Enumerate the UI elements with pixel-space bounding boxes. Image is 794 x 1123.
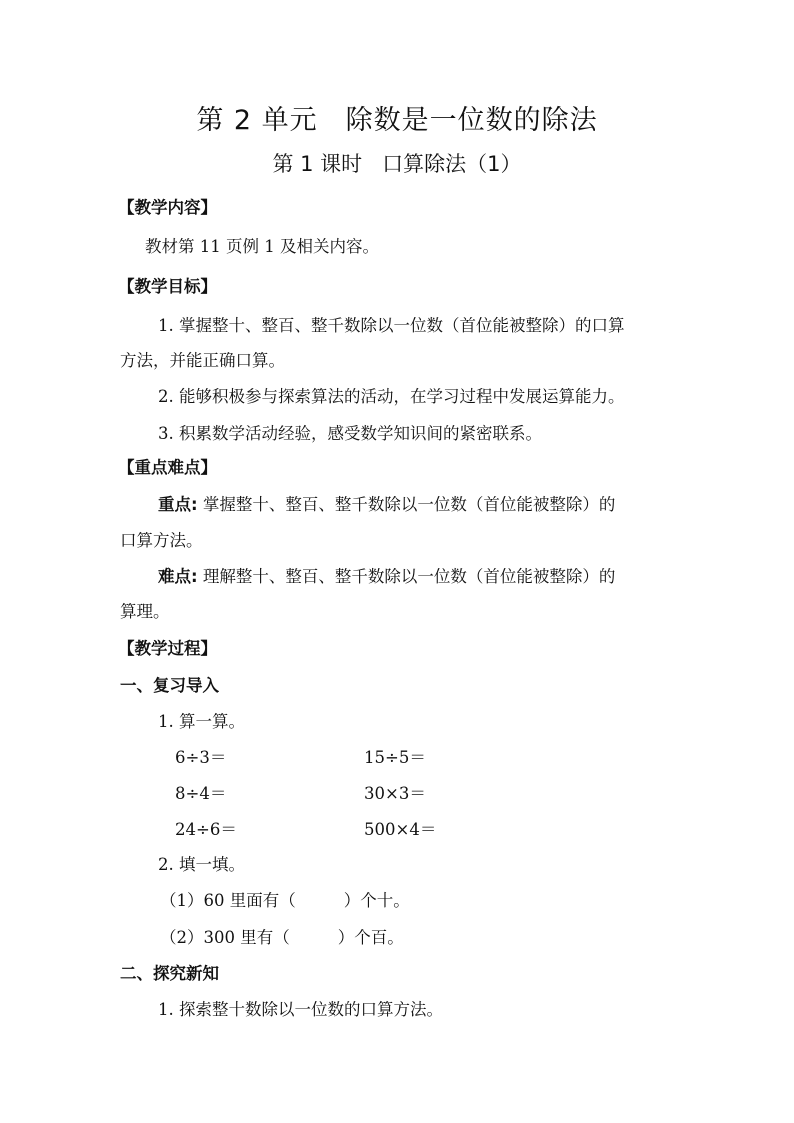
key-point-line-1	[158, 493, 615, 517]
lesson-name: 口算除法（1）	[382, 152, 522, 176]
goal-1-line-2: 方法，并能正确口算。	[120, 351, 285, 370]
difficulty-label: 难点:	[158, 567, 198, 586]
difficulty-line-1	[158, 565, 615, 589]
goals-heading: 【教学目标】	[118, 277, 217, 296]
calc-right-2: 30×3＝	[364, 784, 426, 803]
key-point-text: 掌握整十、整百、整千数除以一位数（首位能被整除）的	[197, 495, 616, 514]
calc-left-2: 8÷4＝	[175, 784, 227, 803]
process-heading: 【教学过程】	[118, 639, 217, 658]
fill-question-1-prefix: （1）60 里面有（	[160, 891, 296, 910]
lesson-title	[0, 148, 794, 178]
fill-question-1-suffix: ）个十。	[343, 891, 410, 910]
goal-3: 3. 积累数学活动经验，感受数学知识间的紧密联系。	[158, 424, 542, 443]
calc-left-3: 24÷6＝	[175, 820, 237, 839]
fill-question-1	[160, 889, 410, 913]
fill-question-2-suffix: ）个百。	[337, 928, 404, 947]
lesson-number: 第 1 课时	[272, 152, 363, 176]
part-1-item-1: 1. 算一算。	[158, 712, 245, 731]
part-1-item-2: 2. 填一填。	[158, 855, 245, 874]
part-2-title: 二、探究新知	[120, 964, 219, 983]
difficulty-text: 理解整十、整百、整千数除以一位数（首位能被整除）的	[197, 567, 616, 586]
part-1-title: 一、复习导入	[120, 676, 219, 695]
goal-1-line-1: 1. 掌握整十、整百、整千数除以一位数（首位能被整除）的口算	[158, 316, 625, 335]
content-heading: 【教学内容】	[118, 198, 217, 217]
key-point-label: 重点:	[158, 495, 198, 514]
goal-2: 2. 能够积极参与探索算法的活动，在学习过程中发展运算能力。	[158, 387, 625, 406]
fill-question-2-prefix: （2）300 里有（	[160, 928, 290, 947]
part-2-item-1: 1. 探索整十数除以一位数的口算方法。	[158, 1000, 443, 1019]
content-text: 教材第 11 页例 1 及相关内容。	[145, 237, 379, 256]
difficulty-line-2: 算理。	[120, 602, 170, 621]
key-point-line-2: 口算方法。	[120, 531, 203, 550]
calc-right-3: 500×4＝	[364, 820, 437, 839]
unit-name: 除数是一位数的除法	[345, 105, 598, 136]
fill-question-2	[160, 926, 404, 950]
calc-right-1: 15÷5＝	[364, 748, 426, 767]
calc-left-1: 6÷3＝	[175, 748, 227, 767]
key-points-heading: 【重点难点】	[118, 458, 217, 477]
unit-title	[0, 98, 794, 137]
unit-number: 第 2 单元	[196, 105, 318, 136]
